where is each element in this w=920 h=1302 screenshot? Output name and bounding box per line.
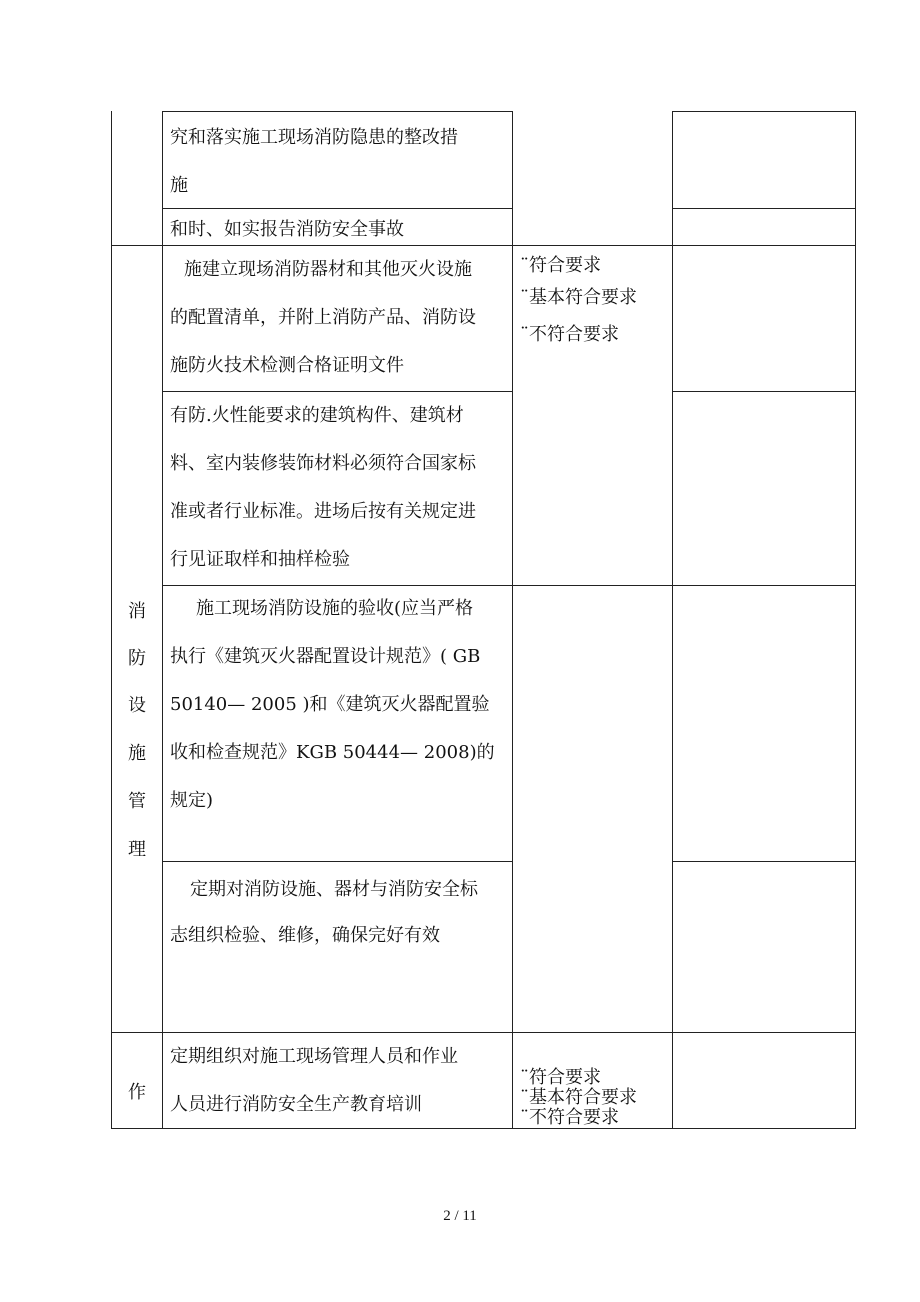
row3-line-2: 的配置清单，并附上消防产品、消防设 [170,307,476,328]
row7-line-2: 人员进行消防安全生产教育培训 [170,1094,422,1115]
row4-line-4: 行见证取样和抽样检验 [170,549,350,570]
row-line-c [162,391,512,392]
row-line-a-right [672,208,855,209]
option-a-not-meet[interactable]: ¨不符合要求 [520,324,619,345]
option-b-basically-meets[interactable]: ¨基本符合要求 [520,1087,637,1108]
table-border-bottom [111,1128,855,1129]
row-line-e [162,861,512,862]
row-line-b [111,245,855,246]
section-label-char-6: 理 [128,839,146,860]
row5-line-3: 50140— 2005 )和《建筑灭火器配置验 [170,694,490,715]
table-border-top [162,111,512,112]
row5-line-4: 收和检查规范》KGB 50444— 2008)的 [170,742,495,763]
table-border-top-right [672,111,855,112]
row1-line-1: 究和落实施工现场消防隐患的整改措 [170,127,458,148]
row-line-a [162,208,512,209]
row5-line-5: 规定) [170,790,214,811]
option-b-meets[interactable]: ¨符合要求 [520,1067,601,1088]
row4-line-2: 料、室内装修装饰材料必须符合国家标 [170,453,476,474]
row5-line-1: 施工现场消防设施的验收(应当严格 [196,598,474,619]
page-number: 2 / 11 [443,1208,477,1224]
row-line-f [111,1032,855,1033]
row3-line-1: 施建立现场消防器材和其他灭火设施 [184,259,472,280]
section-label-char-1: 消 [128,601,146,622]
row7-line-1: 定期组织对施工现场管理人员和作业 [170,1046,458,1067]
col-line-right [855,111,856,1129]
option-b-not-meet[interactable]: ¨不符合要求 [520,1107,619,1128]
col-line-2 [512,111,513,1129]
row2-line-1: 和时、如实报告消防安全事故 [170,219,404,240]
col-line-left [111,111,112,1129]
col-line-3 [672,111,673,1129]
row-line-e-right [672,861,855,862]
row3-line-3: 施防火技术检测合格证明文件 [170,355,404,376]
option-a-basically-meets[interactable]: ¨基本符合要求 [520,287,637,308]
row-line-d [162,585,855,586]
row-line-c-right [672,391,855,392]
section-label-2: 作 [128,1082,146,1103]
row4-line-1: 有防.火性能要求的建筑构件、建筑材 [170,405,464,426]
row5-line-2: 执行《建筑灭火器配置设计规范》( GB [170,646,481,667]
section-label-char-2: 防 [128,648,146,669]
row4-line-3: 准或者行业标准。进场后按有关规定进 [170,501,476,522]
section-label-char-5: 管 [128,791,146,812]
option-a-meets[interactable]: ¨符合要求 [520,255,601,276]
section-label-char-4: 施 [128,743,146,764]
row1-line-2: 施 [170,175,188,196]
row6-line-1: 定期对消防设施、器材与消防安全标 [190,879,478,900]
row6-line-2: 志组织检验、维修，确保完好有效 [170,925,440,946]
section-label-char-3: 设 [128,695,146,716]
col-line-1 [162,111,163,1129]
